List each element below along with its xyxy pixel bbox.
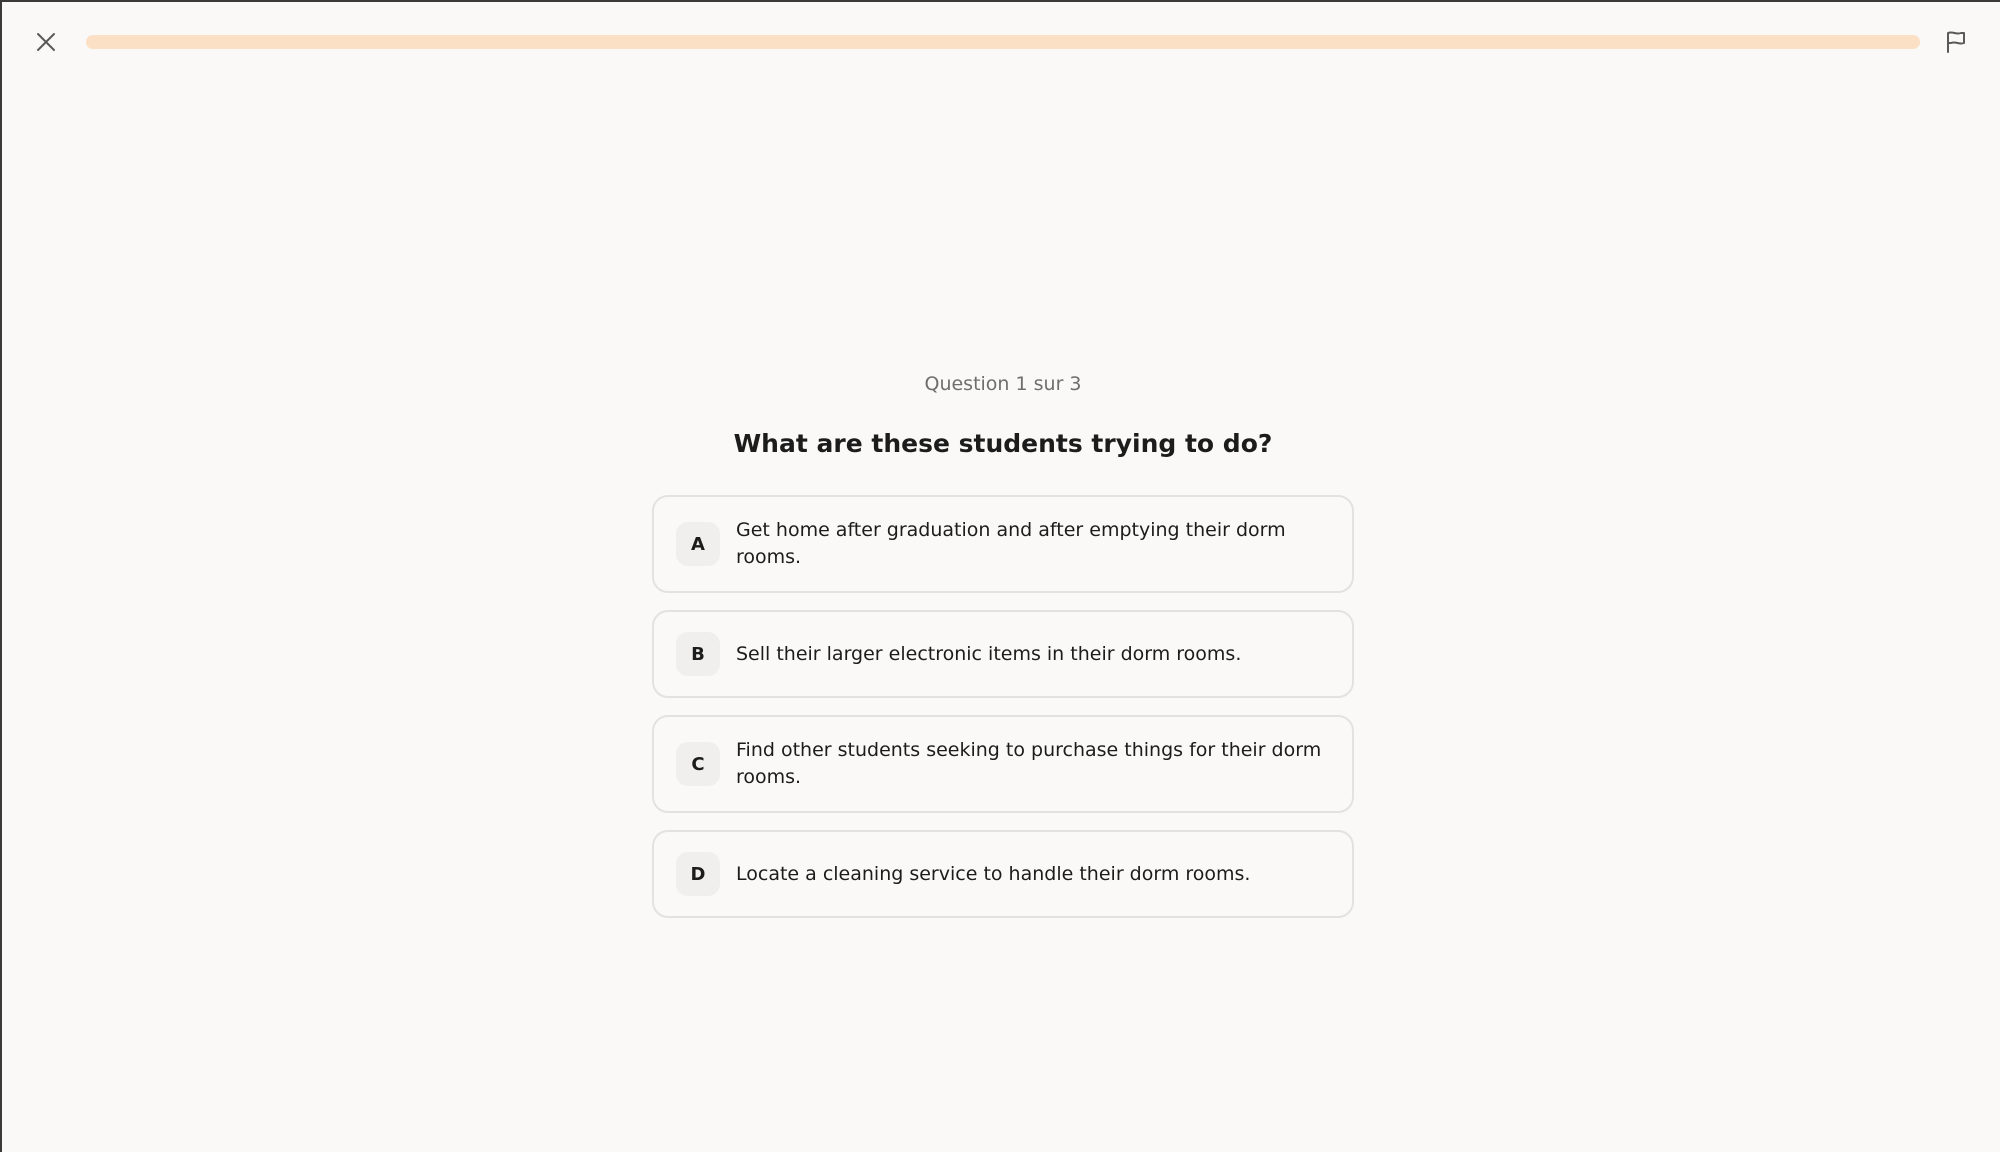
progress-bar [86, 35, 1920, 49]
option-letter-badge: A [676, 522, 720, 566]
option-text: Sell their larger electronic items in their dorm rooms. [736, 642, 1242, 665]
top-bar [2, 2, 2000, 82]
flag-icon [1945, 30, 1967, 54]
option-letter-badge: C [676, 742, 720, 786]
answer-option-a[interactable] [652, 495, 1354, 593]
answer-option-b[interactable] [652, 610, 1354, 698]
option-letter-badge: D [676, 852, 720, 896]
question-title: What are these students trying to do? [733, 429, 1273, 458]
answer-option-d[interactable] [652, 830, 1354, 918]
close-button[interactable] [28, 24, 64, 60]
answer-options [652, 495, 1354, 918]
option-text: Locate a cleaning service to handle their dorm rooms. [736, 862, 1251, 885]
option-text: Find other students seeking to purchase things for their dorm rooms. [736, 739, 1322, 788]
report-button[interactable] [1938, 24, 1974, 60]
question-counter: Question 1 sur 3 [924, 373, 1082, 395]
close-icon [35, 31, 57, 53]
answer-option-c[interactable] [652, 715, 1354, 813]
question-panel [652, 362, 1354, 918]
option-text: Get home after graduation and after emptying their dorm rooms. [736, 519, 1286, 568]
option-letter-badge: B [676, 632, 720, 676]
